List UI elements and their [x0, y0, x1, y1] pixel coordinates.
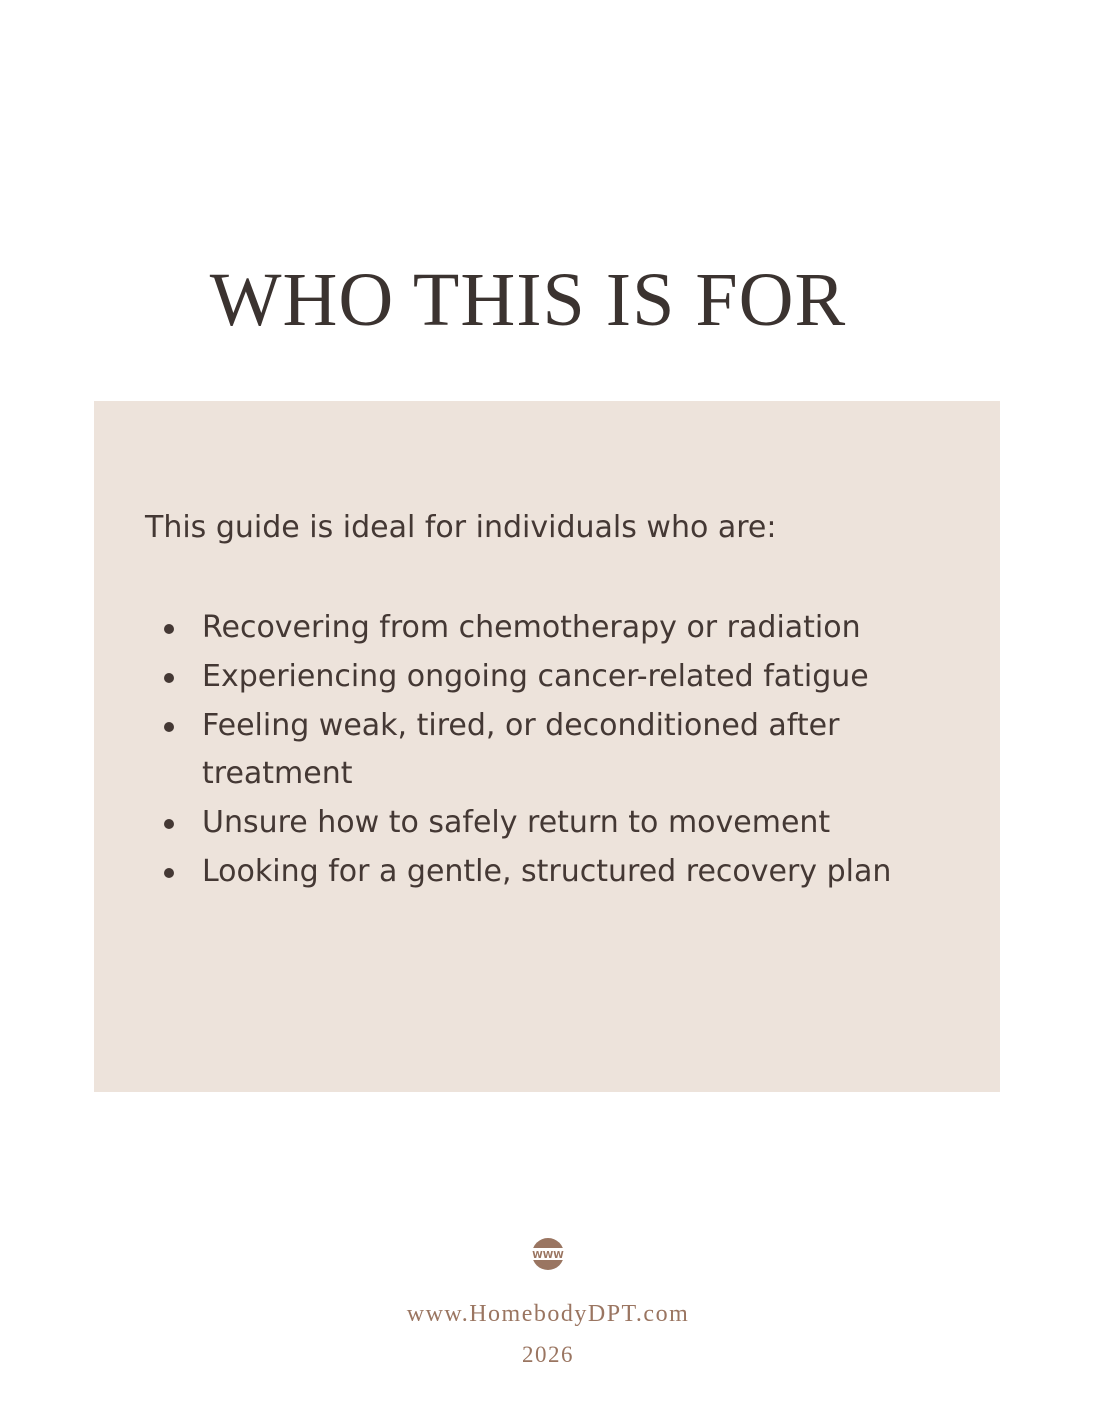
list-item [162, 653, 962, 702]
website-link[interactable]: www.HomebodyDPT.com [406, 1301, 690, 1327]
list-item-text: Recovering from chemotherapy or radiation [202, 610, 861, 645]
audience-list [162, 604, 962, 897]
bullet-icon [164, 624, 174, 634]
list-item [162, 604, 962, 653]
intro-text: This guide is ideal for individuals who are: [145, 510, 777, 545]
globe-icon-label: WWW [532, 1250, 564, 1261]
globe-www-icon [528, 1234, 568, 1274]
footer-year: 2026 [522, 1342, 574, 1367]
list-item [162, 799, 962, 848]
bullet-icon [164, 722, 174, 732]
list-item [162, 848, 962, 897]
bullet-icon [164, 819, 174, 829]
list-item-text: Looking for a gentle, structured recovery plan [202, 853, 892, 889]
list-item-text: Feeling weak, tired, or deconditioned after treatment [202, 707, 840, 792]
bullet-icon [164, 868, 174, 878]
list-item [162, 702, 962, 800]
content-box [94, 401, 1000, 1092]
list-item-text: Unsure how to safely return to movement [202, 805, 831, 841]
bullet-icon [164, 673, 174, 683]
footer [0, 1234, 1096, 1368]
page-title: WHO THIS IS FOR [209, 258, 847, 342]
list-item-text: Experiencing ongoing cancer-related fatigue [202, 658, 869, 694]
